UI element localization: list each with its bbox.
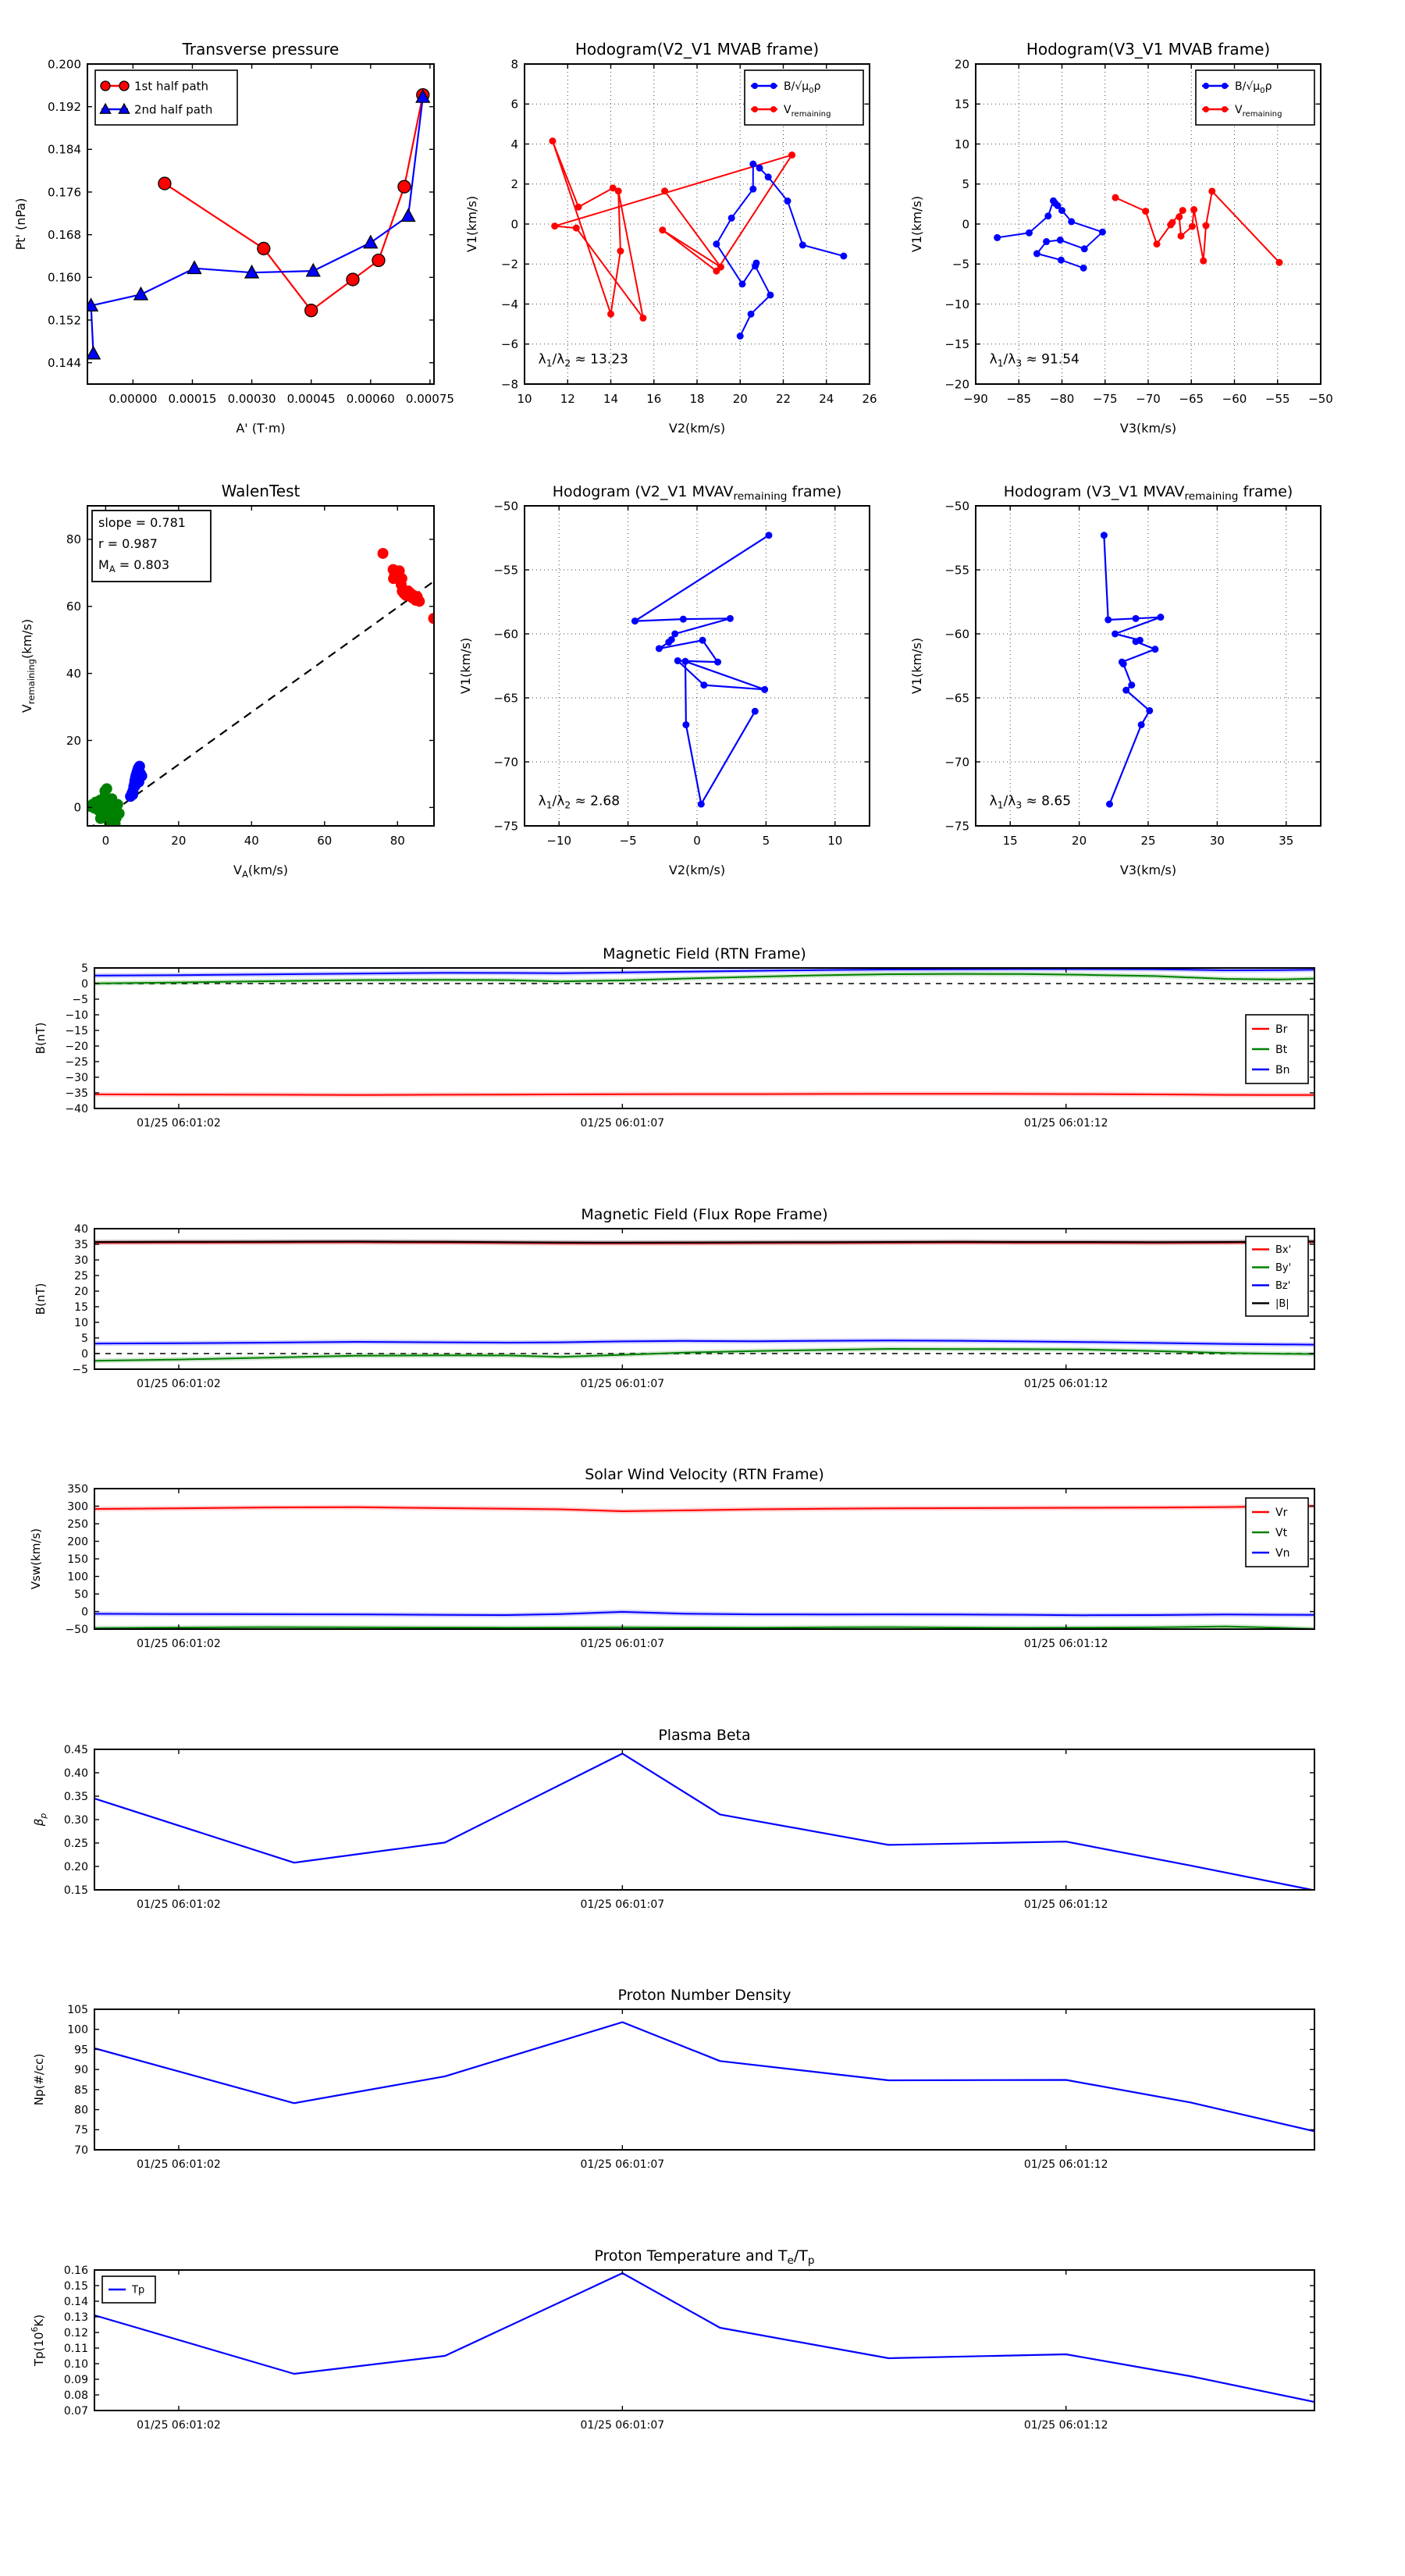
hodogram-v3v1-mvab-plot-series-b-alfven bbox=[998, 201, 1103, 268]
magnetic-field-rtn-plot-ylabel: B(nT) bbox=[34, 1022, 48, 1055]
hodogram-v3v1-mvab-plot-xtick-label: −85 bbox=[1006, 392, 1032, 406]
magnetic-field-fluxrope-plot-ylabel: B(nT) bbox=[34, 1283, 48, 1315]
hodogram-v3v1-mvab-plot-annotation: $\lambda_1/\lambda_3 \approx 91.54$ bbox=[989, 351, 1080, 369]
solar-wind-velocity-plot-ytick-label: 300 bbox=[67, 1500, 88, 1514]
hodogram-v2v1-mvab-plot-title: Hodogram(V2_V1 MVAB frame) bbox=[574, 40, 820, 59]
proton-temperature-plot-xtick-label: 01/25 06:01:12 bbox=[1023, 2419, 1108, 2432]
proton-density-plot-xtick-label: 01/25 06:01:02 bbox=[137, 2158, 221, 2171]
hodogram-v3v1-mvab-plot-xtick-label: −65 bbox=[1179, 392, 1204, 406]
plasma-beta-plot-ytick-label: 0.45 bbox=[63, 1743, 88, 1756]
proton-temperature-plot-frame bbox=[94, 2270, 1314, 2411]
proton-density-plot-ytick-label: 105 bbox=[67, 2003, 88, 2016]
transverse-pressure-plot-legend-label: 1st half path bbox=[134, 79, 209, 94]
hodogram-v3v1-mvab-plot-ytick-label: 0 bbox=[962, 217, 969, 232]
magnetic-field-rtn-plot-ytick-label: 5 bbox=[81, 962, 88, 975]
proton-density-plot-title: Proton Number Density bbox=[617, 1987, 791, 2004]
walen-test-plot-stat-line: r = 0.987 bbox=[98, 536, 158, 552]
solar-wind-velocity-plot-xtick-label: 01/25 06:01:02 bbox=[137, 1638, 221, 1650]
hodogram-v3v1-mvav-plot-xtick-label: 15 bbox=[1002, 834, 1018, 848]
plasma-beta-plot-ytick-label: 0.30 bbox=[63, 1813, 88, 1827]
proton-temperature-plot-xtick-label: 01/25 06:01:07 bbox=[580, 2419, 665, 2432]
hodogram-v3v1-mvab-plot-title: Hodogram(V3_V1 MVAB frame) bbox=[1026, 40, 1271, 59]
plasma-beta-plot-xtick-label: 01/25 06:01:12 bbox=[1023, 1898, 1108, 1911]
magnetic-field-fluxrope-plot-ytick-label: 5 bbox=[81, 1332, 88, 1345]
proton-temperature-plot-ytick-label: 0.15 bbox=[63, 2279, 88, 2293]
magnetic-field-fluxrope-plot-xtick-label: 01/25 06:01:07 bbox=[580, 1378, 665, 1390]
transverse-pressure-plot-ytick-label: 0.200 bbox=[48, 57, 81, 72]
solar-wind-velocity-plot-legend-label: Vn bbox=[1275, 1546, 1290, 1560]
hodogram-v2v1-mvab-plot-legend-label: $V_{remaining}$ bbox=[784, 103, 831, 119]
walen-test-plot-ylabel: $V_{remaining}(km/s)$ bbox=[20, 618, 37, 713]
walen-test-plot-ytick-label: 40 bbox=[66, 666, 81, 681]
plasma-beta-plot-ytick-label: 0.40 bbox=[63, 1767, 88, 1780]
hodogram-v3v1-mvav-plot-xtick-label: 20 bbox=[1072, 834, 1087, 848]
magnetic-field-fluxrope-plot-title: Magnetic Field (Flux Rope Frame) bbox=[581, 1206, 828, 1223]
hodogram-v2v1-mvab-plot-ytick-label: 8 bbox=[510, 57, 518, 72]
hodogram-v2v1-mvab-plot-xtick-label: 26 bbox=[862, 392, 877, 406]
proton-density-plot-series bbox=[94, 2023, 1314, 2132]
plasma-beta-plot-title: Plasma Beta bbox=[658, 1727, 751, 1744]
hodogram-v3v1-mvab-plot-ytick-label: 5 bbox=[962, 177, 969, 191]
magnetic-field-rtn-plot-ytick-label: −20 bbox=[65, 1040, 88, 1053]
hodogram-v3v1-mvav-plot-ylabel: V1(km/s) bbox=[909, 637, 924, 695]
walen-test-plot-title: WalenTest bbox=[221, 482, 301, 500]
proton-temperature-plot bbox=[30, 2247, 1314, 2432]
hodogram-v3v1-mvab-plot-ytick-label: −20 bbox=[944, 377, 969, 392]
hodogram-v2v1-mvav-plot-ytick-label: −75 bbox=[493, 819, 518, 834]
hodogram-v3v1-mvav-plot-ytick-label: −60 bbox=[944, 627, 969, 642]
hodogram-v2v1-mvab-plot-ytick-label: 6 bbox=[510, 97, 518, 112]
hodogram-v3v1-mvab-plot-ylabel: V1(km/s) bbox=[909, 195, 924, 253]
walen-test-plot-xlabel: $V_A(km/s)$ bbox=[233, 863, 288, 880]
hodogram-v3v1-mvab-plot-ytick-label: −15 bbox=[944, 337, 969, 351]
solar-wind-velocity-plot-legend-label: Vt bbox=[1275, 1526, 1288, 1539]
magnetic-field-rtn-plot-legend-label: Br bbox=[1275, 1023, 1288, 1036]
walen-test-plot-series-fit-line bbox=[87, 582, 434, 831]
transverse-pressure-plot-ytick-label: 0.192 bbox=[48, 99, 81, 114]
hodogram-v2v1-mvav-plot-xtick-label: 0 bbox=[693, 834, 701, 848]
hodogram-v2v1-mvab-plot-ytick-label: 0 bbox=[510, 217, 518, 232]
hodogram-v2v1-mvav-plot-xtick-label: 10 bbox=[827, 834, 843, 848]
magnetic-field-rtn-plot-series bbox=[94, 969, 1314, 1094]
hodogram-v3v1-mvab-plot-ytick-label: −5 bbox=[951, 257, 969, 272]
hodogram-v2v1-mvab-plot-ytick-label: −2 bbox=[500, 257, 518, 272]
proton-temperature-plot-ytick-label: 0.09 bbox=[63, 2373, 88, 2386]
hodogram-v2v1-mvab-plot-xlabel: V2(km/s) bbox=[668, 421, 726, 436]
hodogram-v3v1-mvab-plot-xlabel: V3(km/s) bbox=[1119, 421, 1177, 436]
magnetic-field-rtn-plot-frame bbox=[94, 968, 1314, 1108]
proton-density-plot bbox=[32, 1987, 1314, 2171]
transverse-pressure-plot-xtick-label: 0.00000 bbox=[108, 392, 158, 406]
magnetic-field-fluxrope-plot-ytick-label: 0 bbox=[81, 1347, 88, 1361]
magnetic-field-fluxrope-plot-series bbox=[94, 1241, 1314, 1361]
magnetic-field-rtn-plot bbox=[34, 945, 1314, 1130]
transverse-pressure-plot-ytick-label: 0.160 bbox=[48, 270, 81, 285]
plasma-beta-plot bbox=[32, 1727, 1314, 1911]
hodogram-v2v1-mvav-plot-ytick-label: −50 bbox=[493, 499, 518, 514]
magnetic-field-rtn-plot-legend-label: Bt bbox=[1275, 1043, 1288, 1056]
hodogram-v2v1-mvab-plot-ytick-label: −4 bbox=[500, 297, 518, 311]
hodogram-v3v1-mvab-plot-ytick-label: 15 bbox=[954, 97, 969, 112]
hodogram-v3v1-mvav-plot-series-v-remaining-hodogram bbox=[1104, 535, 1161, 804]
magnetic-field-fluxrope-plot-frame bbox=[94, 1229, 1314, 1369]
magnetic-field-fluxrope-plot-ytick-label: 25 bbox=[74, 1269, 88, 1283]
proton-density-plot-ytick-label: 75 bbox=[74, 2124, 88, 2137]
walen-test-plot-stat-line: $M_A = 0.803$ bbox=[98, 557, 170, 575]
proton-density-plot-ytick-label: 100 bbox=[67, 2023, 88, 2037]
plasma-beta-plot-ylabel: $\beta_p$ bbox=[32, 1813, 48, 1827]
solar-wind-velocity-plot-xtick-label: 01/25 06:01:07 bbox=[580, 1638, 665, 1650]
proton-density-plot-ytick-label: 80 bbox=[74, 2104, 88, 2117]
proton-density-plot-ytick-label: 85 bbox=[74, 2083, 88, 2097]
transverse-pressure-plot-ytick-label: 0.176 bbox=[48, 185, 81, 200]
hodogram-v2v1-mvav-plot-ytick-label: −55 bbox=[493, 563, 518, 578]
hodogram-v2v1-mvab-plot-xtick-label: 18 bbox=[689, 392, 705, 406]
solar-wind-velocity-plot-ytick-label: −50 bbox=[65, 1623, 88, 1636]
solar-wind-velocity-plot bbox=[29, 1466, 1314, 1650]
magnetic-field-rtn-plot-ytick-label: −40 bbox=[65, 1102, 88, 1115]
magnetic-field-rtn-plot-ytick-label: −30 bbox=[65, 1071, 88, 1084]
solar-wind-velocity-plot-ylabel: Vsw(km/s) bbox=[29, 1528, 43, 1590]
hodogram-v2v1-mvab-plot-series-b-alfven bbox=[717, 164, 844, 336]
proton-density-plot-ylabel: Np(#/cc) bbox=[32, 2053, 46, 2106]
hodogram-v3v1-mvab-plot bbox=[909, 40, 1333, 436]
walen-test-plot-xtick-label: 60 bbox=[317, 834, 333, 848]
hodogram-v2v1-mvab-plot-xtick-label: 20 bbox=[732, 392, 748, 406]
transverse-pressure-plot-ytick-label: 0.152 bbox=[48, 313, 81, 328]
transverse-pressure-plot-series bbox=[84, 89, 429, 359]
hodogram-v3v1-mvav-plot-xlabel: V3(km/s) bbox=[1119, 863, 1177, 877]
walen-test-plot-xtick-label: 40 bbox=[244, 834, 259, 848]
walen-test-plot-xtick-label: 0 bbox=[101, 834, 110, 848]
magnetic-field-fluxrope-plot-xtick-label: 01/25 06:01:02 bbox=[137, 1378, 221, 1390]
hodogram-v3v1-mvab-plot-xtick-label: −75 bbox=[1092, 392, 1118, 406]
proton-temperature-plot-ytick-label: 0.12 bbox=[63, 2326, 88, 2339]
magnetic-field-rtn-plot-ytick-label: 0 bbox=[81, 977, 88, 991]
hodogram-v2v1-mvav-plot-ylabel: V1(km/s) bbox=[458, 637, 473, 695]
transverse-pressure-plot-series-2nd-half-path bbox=[91, 97, 423, 354]
hodogram-v3v1-mvab-plot-xtick-label: −60 bbox=[1222, 392, 1247, 406]
solar-wind-velocity-plot-legend-label: Vr bbox=[1275, 1506, 1288, 1519]
hodogram-v2v1-mvav-plot-series bbox=[631, 532, 772, 807]
hodogram-v2v1-mvab-plot bbox=[464, 40, 877, 436]
solar-wind-velocity-plot-ytick-label: 350 bbox=[67, 1482, 88, 1496]
plasma-beta-plot-xtick-label: 01/25 06:01:02 bbox=[137, 1898, 221, 1911]
hodogram-v2v1-mvab-plot-series-v-remaining bbox=[553, 141, 792, 318]
solar-wind-velocity-plot-ytick-label: 50 bbox=[74, 1588, 88, 1601]
magnetic-field-rtn-plot-legend-label: Bn bbox=[1275, 1063, 1290, 1076]
magnetic-field-fluxrope-plot bbox=[34, 1206, 1314, 1390]
hodogram-v3v1-mvav-plot-ytick-label: −50 bbox=[944, 499, 969, 514]
hodogram-v3v1-mvab-plot-xtick-label: −50 bbox=[1308, 392, 1333, 406]
hodogram-v2v1-mvav-plot-ytick-label: −60 bbox=[493, 627, 518, 642]
magnetic-field-fluxrope-plot-xtick-label: 01/25 06:01:12 bbox=[1023, 1378, 1108, 1390]
proton-temperature-plot-series-tp bbox=[94, 2273, 1314, 2402]
hodogram-v2v1-mvav-plot-xtick-label: −5 bbox=[619, 834, 637, 848]
transverse-pressure-plot-xtick-label: 0.00030 bbox=[227, 392, 276, 406]
walen-test-plot bbox=[20, 482, 439, 880]
transverse-pressure-plot-series-1st-half-path bbox=[165, 95, 423, 311]
proton-temperature-plot-series bbox=[94, 2273, 1314, 2402]
hodogram-v3v1-mvab-plot-ytick-label: 10 bbox=[954, 137, 969, 151]
magnetic-field-rtn-plot-ytick-label: −10 bbox=[65, 1009, 88, 1022]
magnetic-field-fluxrope-plot-ytick-label: 15 bbox=[74, 1300, 88, 1314]
proton-density-plot-ytick-label: 90 bbox=[74, 2064, 88, 2077]
plasma-beta-plot-ytick-label: 0.20 bbox=[63, 1860, 88, 1873]
hodogram-v2v1-mvab-plot-ytick-label: 2 bbox=[510, 177, 518, 191]
hodogram-v2v1-mvav-plot bbox=[458, 483, 870, 877]
hodogram-v3v1-mvab-plot-xtick-label: −80 bbox=[1049, 392, 1075, 406]
proton-temperature-plot-ytick-label: 0.16 bbox=[63, 2264, 88, 2277]
hodogram-v2v1-mvav-plot-ytick-label: −65 bbox=[493, 691, 518, 706]
walen-test-plot-ytick-label: 60 bbox=[66, 600, 81, 614]
hodogram-v2v1-mvab-plot-series bbox=[549, 137, 847, 340]
magnetic-field-fluxrope-plot-ytick-label: 35 bbox=[74, 1238, 88, 1251]
hodogram-v2v1-mvab-plot-legend-label: $B/√\mu_0\rho$ bbox=[784, 80, 821, 95]
walen-test-plot-xtick-label: 20 bbox=[171, 834, 187, 848]
proton-temperature-plot-xtick-label: 01/25 06:01:02 bbox=[137, 2419, 221, 2432]
hodogram-v3v1-mvav-plot-ytick-label: −55 bbox=[944, 563, 969, 578]
magnetic-field-rtn-plot-title: Magnetic Field (RTN Frame) bbox=[603, 945, 806, 962]
hodogram-v3v1-mvab-plot-xtick-label: −90 bbox=[963, 392, 988, 406]
magnetic-field-rtn-plot-ytick-label: −5 bbox=[72, 993, 88, 1006]
hodogram-v2v1-mvav-plot-series-v-remaining-hodogram bbox=[635, 535, 769, 804]
magnetic-field-rtn-plot-xtick-label: 01/25 06:01:12 bbox=[1023, 1117, 1108, 1130]
hodogram-v3v1-mvav-plot-title: Hodogram (V3_V1 $MVAV_{remaining}$ frame) bbox=[1003, 483, 1293, 503]
hodogram-v2v1-mvav-plot-ytick-label: −70 bbox=[493, 755, 518, 770]
proton-temperature-plot-ytick-label: 0.13 bbox=[63, 2311, 88, 2324]
solar-wind-velocity-plot-ytick-label: 100 bbox=[67, 1571, 88, 1584]
hodogram-v3v1-mvav-plot-annotation: $\lambda_1/\lambda_3 \approx 8.65$ bbox=[989, 793, 1072, 811]
hodogram-v3v1-mvav-plot-ytick-label: −65 bbox=[944, 691, 969, 706]
walen-test-plot-ytick-label: 80 bbox=[66, 532, 81, 547]
hodogram-v3v1-mvab-plot-xtick-label: −55 bbox=[1264, 392, 1290, 406]
solar-wind-velocity-plot-ytick-label: 250 bbox=[67, 1517, 88, 1531]
magnetic-field-fluxrope-plot-legend-label: Bz' bbox=[1275, 1280, 1291, 1293]
hodogram-v3v1-mvab-plot-legend-label: $V_{remaining}$ bbox=[1235, 103, 1282, 119]
transverse-pressure-plot bbox=[13, 40, 454, 436]
proton-temperature-plot-legend-label: Tp bbox=[132, 2284, 145, 2297]
transverse-pressure-plot-ytick-label: 0.144 bbox=[48, 355, 81, 370]
magnetic-field-fluxrope-plot-legend-label: Bx' bbox=[1275, 1244, 1292, 1257]
magnetic-field-fluxrope-plot-ytick-label: −5 bbox=[72, 1363, 88, 1376]
hodogram-v2v1-mvab-plot-xtick-label: 22 bbox=[775, 392, 791, 406]
transverse-pressure-plot-xtick-label: 0.00015 bbox=[168, 392, 217, 406]
proton-temperature-plot-title: Proton Temperature and $T_e/T_p$ bbox=[594, 2247, 815, 2267]
hodogram-v2v1-mvab-plot-xtick-label: 16 bbox=[646, 392, 662, 406]
magnetic-field-rtn-plot-xtick-label: 01/25 06:01:07 bbox=[580, 1117, 665, 1130]
magnetic-field-fluxrope-plot-ytick-label: 30 bbox=[74, 1254, 88, 1267]
transverse-pressure-plot-ylabel: Pt' (nPa) bbox=[13, 197, 28, 251]
transverse-pressure-plot-legend-label: 2nd half path bbox=[134, 102, 213, 117]
hodogram-v2v1-mvav-plot-title: Hodogram (V2_V1 $MVAV_{remaining}$ frame) bbox=[552, 483, 842, 503]
proton-temperature-plot-ytick-label: 0.10 bbox=[63, 2357, 88, 2371]
hodogram-v2v1-mvab-plot-xtick-label: 10 bbox=[517, 392, 532, 406]
hodogram-v3v1-mvab-plot-series bbox=[994, 187, 1282, 271]
hodogram-v3v1-mvav-plot bbox=[909, 483, 1321, 877]
solar-wind-velocity-plot-ytick-label: 200 bbox=[67, 1535, 88, 1549]
hodogram-v3v1-mvav-plot-xtick-label: 25 bbox=[1140, 834, 1156, 848]
magnetic-field-fluxrope-plot-ytick-label: 10 bbox=[74, 1316, 88, 1329]
hodogram-v3v1-mvab-plot-ytick-label: −10 bbox=[944, 297, 969, 311]
solar-wind-velocity-plot-series bbox=[94, 1506, 1314, 1629]
walen-test-plot-ytick-label: 20 bbox=[66, 733, 81, 748]
magnetic-field-rtn-plot-ytick-label: −15 bbox=[65, 1024, 88, 1037]
walen-test-plot-ytick-label: 0 bbox=[73, 800, 81, 815]
proton-density-plot-ytick-label: 70 bbox=[74, 2144, 88, 2157]
hodogram-v2v1-mvav-plot-annotation: $\lambda_1/\lambda_2 \approx 2.68$ bbox=[538, 793, 621, 811]
hodogram-v2v1-mvab-plot-ytick-label: −6 bbox=[500, 337, 518, 351]
hodogram-v2v1-mvab-plot-ylabel: V1(km/s) bbox=[464, 195, 479, 253]
hodogram-v2v1-mvav-plot-xtick-label: −10 bbox=[546, 834, 572, 848]
solar-wind-velocity-plot-title: Solar Wind Velocity (RTN Frame) bbox=[585, 1466, 824, 1483]
hodogram-v2v1-mvab-plot-xtick-label: 14 bbox=[603, 392, 619, 406]
hodogram-v2v1-mvab-plot-xtick-label: 12 bbox=[560, 392, 575, 406]
hodogram-v3v1-mvav-plot-series bbox=[1101, 532, 1164, 807]
transverse-pressure-plot-xtick-label: 0.00075 bbox=[405, 392, 454, 406]
plasma-beta-plot-series-beta-p bbox=[94, 1753, 1314, 1890]
proton-density-plot-xtick-label: 01/25 06:01:07 bbox=[580, 2158, 665, 2171]
hodogram-v3v1-mvab-plot-series-v-remaining bbox=[1115, 191, 1279, 262]
proton-density-plot-series-np bbox=[94, 2023, 1314, 2132]
solar-wind-velocity-plot-xtick-label: 01/25 06:01:12 bbox=[1023, 1638, 1108, 1650]
hodogram-v3v1-mvav-plot-xtick-label: 30 bbox=[1209, 834, 1225, 848]
hodogram-v2v1-mvav-plot-xtick-label: 5 bbox=[762, 834, 770, 848]
magnetic-field-rtn-plot-ytick-label: −25 bbox=[65, 1055, 88, 1069]
proton-density-plot-ytick-label: 95 bbox=[74, 2044, 88, 2057]
walen-test-plot-stat-line: slope = 0.781 bbox=[98, 515, 186, 531]
hodogram-v2v1-mvab-plot-xtick-label: 24 bbox=[819, 392, 834, 406]
plasma-beta-plot-ytick-label: 0.35 bbox=[63, 1790, 88, 1803]
proton-temperature-plot-ytick-label: 0.11 bbox=[63, 2342, 88, 2355]
hodogram-v3v1-mvab-plot-xtick-label: −70 bbox=[1136, 392, 1161, 406]
transverse-pressure-plot-title: Transverse pressure bbox=[182, 40, 340, 59]
hodogram-v3v1-mvav-plot-ytick-label: −75 bbox=[944, 819, 969, 834]
hodogram-v3v1-mvav-plot-ytick-label: −70 bbox=[944, 755, 969, 770]
proton-temperature-plot-ytick-label: 0.08 bbox=[63, 2389, 88, 2402]
hodogram-v3v1-mvab-plot-ytick-label: 20 bbox=[954, 57, 969, 72]
transverse-pressure-plot-ytick-label: 0.184 bbox=[48, 142, 81, 157]
hodogram-v2v1-mvav-plot-xlabel: V2(km/s) bbox=[668, 863, 726, 877]
proton-temperature-plot-ytick-label: 0.14 bbox=[63, 2295, 88, 2308]
transverse-pressure-plot-xtick-label: 0.00045 bbox=[286, 392, 336, 406]
plasma-beta-plot-ytick-label: 0.15 bbox=[63, 1884, 88, 1897]
transverse-pressure-plot-xtick-label: 0.00060 bbox=[346, 392, 395, 406]
hodogram-v2v1-mvab-plot-annotation: $\lambda_1/\lambda_2 \approx 13.23$ bbox=[538, 351, 628, 369]
plasma-beta-plot-frame bbox=[94, 1749, 1314, 1890]
plasma-beta-plot-xtick-label: 01/25 06:01:07 bbox=[580, 1898, 665, 1911]
hodogram-v2v1-mvab-plot-ytick-label: 4 bbox=[510, 137, 518, 151]
proton-density-plot-xtick-label: 01/25 06:01:12 bbox=[1023, 2158, 1108, 2171]
transverse-pressure-plot-ytick-label: 0.168 bbox=[48, 227, 81, 242]
proton-temperature-plot-ytick-label: 0.07 bbox=[63, 2404, 88, 2418]
solar-wind-velocity-plot-ytick-label: 0 bbox=[81, 1606, 88, 1619]
magnetic-field-fluxrope-plot-legend-label: By' bbox=[1275, 1262, 1292, 1275]
transverse-pressure-plot-xlabel: A' (T·m) bbox=[236, 421, 286, 436]
walen-test-plot-series bbox=[85, 548, 439, 830]
magnetic-field-rtn-plot-ytick-label: −35 bbox=[65, 1087, 88, 1100]
magnetic-field-fluxrope-plot-ytick-label: 40 bbox=[74, 1222, 88, 1236]
solar-wind-velocity-plot-ytick-label: 150 bbox=[67, 1553, 88, 1566]
plasma-beta-plot-series bbox=[94, 1753, 1314, 1890]
magnetic-field-fluxrope-plot-ytick-label: 20 bbox=[74, 1285, 88, 1298]
magnetic-field-fluxrope-plot-legend-label: |B| bbox=[1275, 1298, 1289, 1311]
proton-temperature-plot-ylabel: $Tp(10^6K)$ bbox=[30, 2314, 46, 2367]
hodogram-v2v1-mvab-plot-ytick-label: −8 bbox=[500, 377, 518, 392]
magnetic-field-rtn-plot-xtick-label: 01/25 06:01:02 bbox=[137, 1117, 221, 1130]
walen-test-plot-xtick-label: 80 bbox=[389, 834, 405, 848]
plasma-beta-plot-ytick-label: 0.25 bbox=[63, 1837, 88, 1850]
hodogram-v3v1-mvav-plot-xtick-label: 35 bbox=[1279, 834, 1294, 848]
hodogram-v3v1-mvab-plot-legend-label: $B/√\mu_0\rho$ bbox=[1235, 80, 1272, 95]
proton-density-plot-frame bbox=[94, 2009, 1314, 2150]
